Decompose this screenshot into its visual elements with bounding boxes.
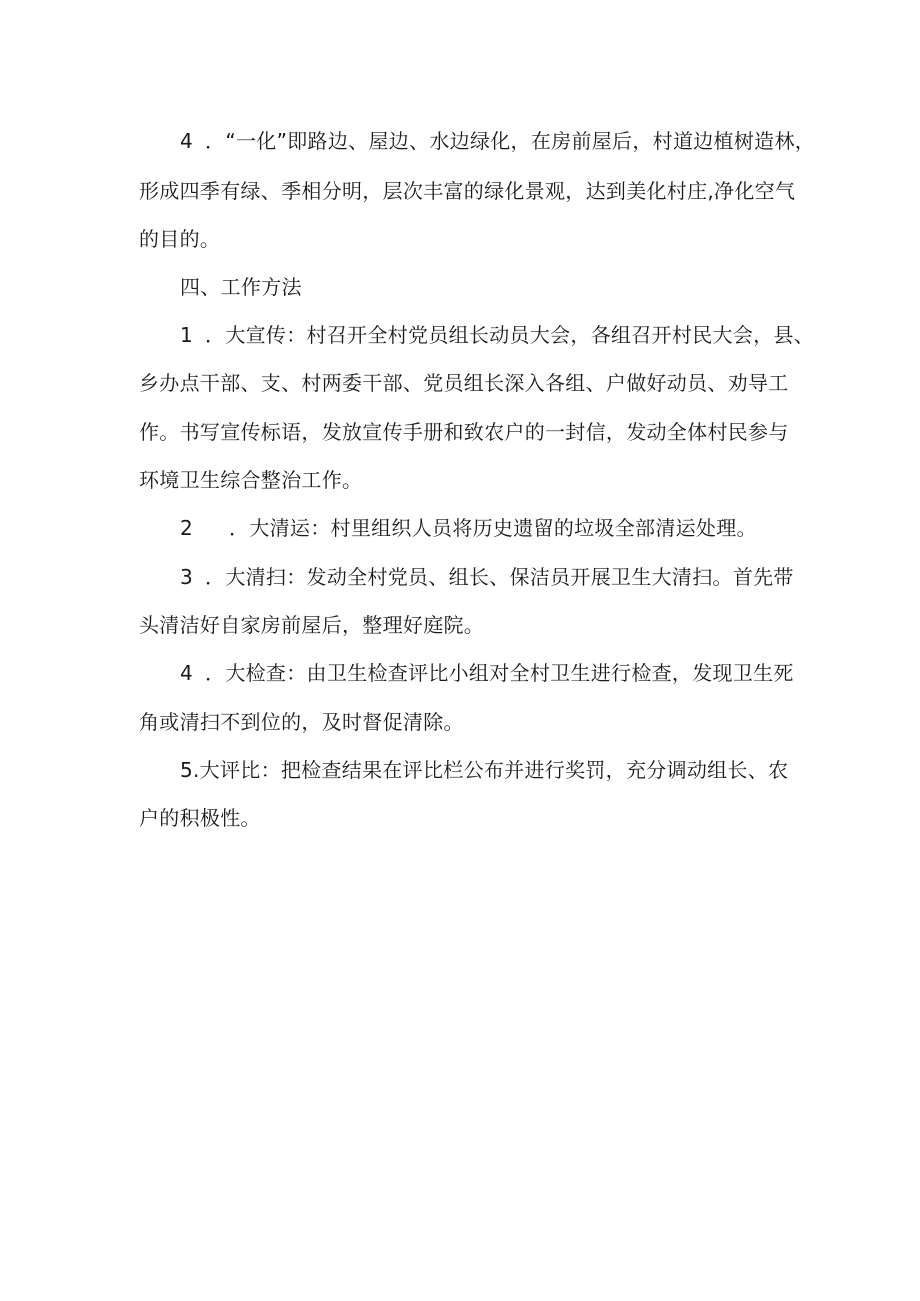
method4-number: 4: [180, 661, 194, 685]
method3-line-2: 头清洁好自家房前屋后，整理好庭院。: [139, 613, 485, 637]
item4-line-2: 形成四季有绿、季相分明，层次丰富的绿化景观，达到美化村庄,净化空气: [139, 179, 796, 203]
method4-text-1: ．大检查：由卫生检查评比小组对全村卫生进行检查，发现卫生死: [205, 661, 794, 685]
method3-text-1: ．大清扫：发动全村党员、组长、保洁员开展卫生大清扫。首先带: [205, 565, 794, 589]
method4-line-2: 角或清扫不到位的，及时督促清除。: [139, 710, 464, 734]
method2-line-1: [180, 513, 757, 543]
item4-text-1: ．“一化”即路边、屋边、水边绿化，在房前屋后，村道边植树造林，: [205, 129, 816, 153]
method5-line-1: 5.大评比：把检查结果在评比栏公布并进行奖罚，充分调动组长、农: [180, 758, 789, 782]
method3-line-1: [180, 562, 794, 592]
method1-number: 1: [180, 323, 194, 347]
method1-text-1: ．大宣传：村召开全村党员组长动员大会，各组召开村民大会，县、: [205, 323, 815, 347]
item4-line-1: [180, 126, 815, 156]
method2-text-1: ．大清运：村里组织人员将历史遗留的垃圾全部清运处理。: [229, 516, 757, 540]
method4-line-1: [180, 658, 794, 688]
section-heading: 四、工作方法: [180, 275, 302, 299]
item4-line-3: 的目的。: [139, 227, 221, 251]
method1-line-3: 作。书写宣传标语，发放宣传手册和致农户的一封信，发动全体村民参与: [139, 420, 789, 444]
method1-line-2: 乡办点干部、支、村两委干部、党员组长深入各组、户做好动员、劝导工: [139, 371, 789, 395]
method1-line-1: [180, 320, 814, 350]
method1-line-4: 环境卫生综合整治工作。: [139, 468, 363, 492]
item4-number: 4: [180, 129, 194, 153]
method2-number: 2: [180, 516, 194, 540]
method3-number: 3: [180, 565, 194, 589]
method5-line-2: 户的积极性。: [139, 806, 261, 830]
